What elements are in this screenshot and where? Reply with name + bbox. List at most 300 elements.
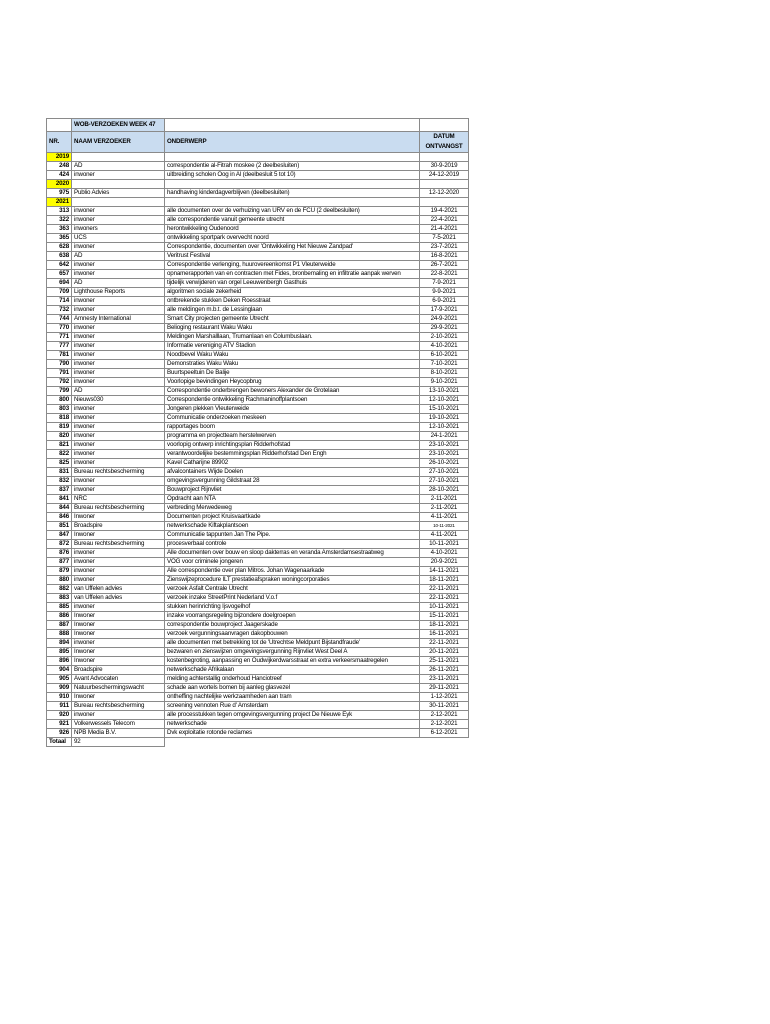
requester-name: UCS [72,234,165,243]
received-date: 7-10-2021 [420,360,469,369]
requester-name: inwoner [72,603,165,612]
received-date: 23-10-2021 [420,450,469,459]
requester-name: Inwoner [72,630,165,639]
received-date: 7-9-2021 [420,279,469,288]
received-date: 2-11-2021 [420,504,469,513]
request-number: 909 [47,684,72,693]
received-date: 2-10-2021 [420,333,469,342]
received-date: 23-7-2021 [420,243,469,252]
request-number: 821 [47,441,72,450]
request-number: 841 [47,495,72,504]
request-subject: Zienswijzeprocedure ILT prestatieafspraken woningcorporaties [165,576,420,585]
request-subject: netwerkschade [165,720,420,729]
received-date: 16-8-2021 [420,252,469,261]
table-row [47,684,469,693]
request-subject: ontwikkeling sportpark overvecht noord [165,234,420,243]
table-row [47,378,469,387]
table-row [47,657,469,666]
request-number: 820 [47,432,72,441]
received-date: 10-11-2021 [420,522,469,531]
requester-name: inwoner [72,414,165,423]
received-date: 9-10-2021 [420,378,469,387]
request-subject: Buurtspeeltuin De Balije [165,369,420,378]
title-empty-date [420,119,469,132]
request-number: 896 [47,657,72,666]
request-subject: Correspondentie, documenten over 'Ontwikkeling Het Nieuwe Zandpad' [165,243,420,252]
received-date: 22-11-2021 [420,594,469,603]
request-subject: rapportages boom [165,423,420,432]
request-subject: verzoek inzake StreetPrint Nederland V.o.f [165,594,420,603]
received-date: 26-10-2021 [420,459,469,468]
requester-name: Broadspire [72,522,165,531]
requester-name: inwoner [72,351,165,360]
table-row [47,441,469,450]
table-row [47,234,469,243]
table-row [47,270,469,279]
total-label: Totaal [47,738,72,747]
request-subject: Informatie vereniging ATV Stadion [165,342,420,351]
received-date: 23-10-2021 [420,441,469,450]
requester-name: Inwoner [72,531,165,540]
request-subject: bezwaren en zienswijzen omgevingsvergunning Rijnvliet West Deel A [165,648,420,657]
received-date: 19-4-2021 [420,207,469,216]
received-date: 6-9-2021 [420,297,469,306]
request-subject: correspondentie al-Fitrah moskee (2 deelbesluiten) [165,162,420,171]
request-subject: Veritrust Festival [165,252,420,261]
table-row [47,360,469,369]
table-row [47,522,469,531]
request-subject: Correspondentie ontwikkeling Rachmaninoffplantsoen [165,396,420,405]
request-number: 882 [47,585,72,594]
table-row [47,162,469,171]
request-subject: afvalcontainers Wijde Doelen [165,468,420,477]
received-date: 9-9-2021 [420,288,469,297]
request-subject: Noodbevel Waku Waku [165,351,420,360]
requester-name: inwoner [72,243,165,252]
spreadsheet [46,118,469,747]
requester-name: AD [72,279,165,288]
table-row [47,225,469,234]
request-number: 694 [47,279,72,288]
table-row [47,486,469,495]
requester-name: inwoner [72,486,165,495]
request-subject: verantwoordelijke bestemmingsplan Ridderhofstad Den Engh [165,450,420,459]
request-number: 365 [47,234,72,243]
request-number: 837 [47,486,72,495]
table-row [47,567,469,576]
requester-name: Amnesty International [72,315,165,324]
title-spacer [47,119,72,132]
table-row [47,387,469,396]
request-number: 744 [47,315,72,324]
request-number: 895 [47,648,72,657]
requester-name: inwoner [72,405,165,414]
received-date: 30-9-2019 [420,162,469,171]
year-label: 2021 [47,198,72,207]
requester-name: NRC [72,495,165,504]
received-date: 14-11-2021 [420,567,469,576]
request-subject: alle meldingen m.b.t. de Lessinglaan [165,306,420,315]
year-label: 2019 [47,153,72,162]
requester-name: inwoner [72,333,165,342]
request-subject: alle documenten met betrekking tot de 'Utrechtse Meldpunt Bijstandfraude' [165,639,420,648]
requester-name: inwoner [72,423,165,432]
request-number: 777 [47,342,72,351]
request-subject: Correspondentie verlenging, huurovereenkomst P1 Vleuterweide [165,261,420,270]
request-subject: Opdracht aan NTA [165,495,420,504]
requester-name: inwoner [72,369,165,378]
received-date: 25-11-2021 [420,657,469,666]
table-row [47,711,469,720]
table-row [47,729,469,738]
request-subject: kostenbegroting, aanpassing en Oudwijkerdwarsstraat en extra verkeersmaatregelen [165,657,420,666]
year-empty-datum [420,180,469,189]
total-value: 92 [72,738,165,747]
request-subject: alle documenten over de verhuizing van URV en de FCU (2 deelbesluiten) [165,207,420,216]
table-row [47,630,469,639]
year-empty-datum [420,198,469,207]
request-subject: Communicatie tappunten Jan The Pipe. [165,531,420,540]
request-number: 818 [47,414,72,423]
received-date: 4-10-2021 [420,342,469,351]
requester-name: inwoner [72,576,165,585]
received-date: 19-10-2021 [420,414,469,423]
request-number: 847 [47,531,72,540]
requester-name: inwoner [72,450,165,459]
request-number: 887 [47,621,72,630]
requester-name: inwoner [72,324,165,333]
requester-name: Inwoner [72,612,165,621]
request-subject: netwerkschade Afrikalaan [165,666,420,675]
request-subject: correspondentie bouwproject Jaagerskade [165,621,420,630]
table-row [47,351,469,360]
table-row [47,648,469,657]
received-date: 18-11-2021 [420,621,469,630]
received-date: 28-10-2021 [420,486,469,495]
request-subject: Smart City projecten gemeente Utrecht [165,315,420,324]
requester-name: Inwoner [72,693,165,702]
table-row [47,306,469,315]
request-number: 791 [47,369,72,378]
received-date: 4-10-2021 [420,549,469,558]
wob-table [46,118,469,747]
received-date: 12-10-2021 [420,396,469,405]
table-row [47,369,469,378]
received-date: 4-11-2021 [420,531,469,540]
request-number: 910 [47,693,72,702]
request-subject: stukken herinrichting Ijsvogelhof [165,603,420,612]
requester-name: inwoner [72,639,165,648]
request-number: 911 [47,702,72,711]
year-row [47,198,469,207]
requester-name: inwoner [72,558,165,567]
request-subject: Communicatie onderzoeken meskeen [165,414,420,423]
received-date: 1-12-2021 [420,693,469,702]
requester-name: Avant Advocaten [72,675,165,684]
table-row [47,279,469,288]
year-empty-onderwerp [165,153,420,162]
table-row [47,324,469,333]
request-subject: schade aan wortels bomen bij aanleg glasvezel [165,684,420,693]
request-subject: Alle correspondentie over plan Mitros. Johan Wagenaarkade [165,567,420,576]
received-date: 27-10-2021 [420,468,469,477]
table-row [47,666,469,675]
year-empty-onderwerp [165,198,420,207]
request-number: 975 [47,189,72,198]
requester-name: AD [72,162,165,171]
request-number: 888 [47,630,72,639]
table-row [47,468,469,477]
received-date: 8-10-2021 [420,369,469,378]
requester-name: inwoner [72,207,165,216]
request-subject: handhaving kinderdagverblijven (deelbesluiten) [165,189,420,198]
request-number: 885 [47,603,72,612]
received-date: 18-11-2021 [420,576,469,585]
header-onderwerp: ONDERWERP [165,132,420,153]
request-number: 790 [47,360,72,369]
request-subject: inzake voorrangsregeling bijzondere doelgroepen [165,612,420,621]
requester-name: AD [72,252,165,261]
received-date: 12-10-2021 [420,423,469,432]
table-row [47,477,469,486]
request-subject: Demonstraties Waku Waku [165,360,420,369]
table-row [47,216,469,225]
requester-name: Bureau rechtsbescherming [72,468,165,477]
request-number: 904 [47,666,72,675]
request-number: 322 [47,216,72,225]
request-subject: Correspondentie onderbrengen bewoners Alexander de Grotelaan [165,387,420,396]
request-subject: omgevingsvergunning Gildstraat 28 [165,477,420,486]
received-date: 15-10-2021 [420,405,469,414]
request-number: 883 [47,594,72,603]
table-row [47,558,469,567]
table-row [47,675,469,684]
request-subject: verzoek vergunningsaanvragen dakopbouwen [165,630,420,639]
requester-name: AD [72,387,165,396]
header-nr: NR. [47,132,72,153]
request-number: 846 [47,513,72,522]
year-empty-naam [72,153,165,162]
request-subject: algoritmen sociale zekerheid [165,288,420,297]
request-number: 920 [47,711,72,720]
request-number: 642 [47,261,72,270]
table-row [47,693,469,702]
received-date: 17-9-2021 [420,306,469,315]
table-row [47,531,469,540]
requester-name: inwoner [72,711,165,720]
requester-name: Inwoner [72,513,165,522]
header-datum-line1: DATUM [433,133,455,140]
received-date: 2-12-2021 [420,720,469,729]
requester-name: inwoners [72,225,165,234]
total-row [47,738,469,747]
request-subject: melding achterstallig onderhoud Hanciotreef [165,675,420,684]
requester-name: inwoner [72,378,165,387]
received-date: 16-11-2021 [420,630,469,639]
received-date: 30-11-2021 [420,702,469,711]
received-date: 10-11-2021 [420,540,469,549]
requester-name: van Uffelen advies [72,585,165,594]
table-row [47,621,469,630]
request-number: 313 [47,207,72,216]
request-number: 732 [47,306,72,315]
requester-name: inwoner [72,306,165,315]
table-row [47,189,469,198]
year-empty-datum [420,153,469,162]
request-number: 825 [47,459,72,468]
request-number: 894 [47,639,72,648]
requester-name: Inwoner [72,657,165,666]
requester-name: Lighthouse Reports [72,288,165,297]
table-row [47,261,469,270]
table-row [47,549,469,558]
received-date: 22-11-2021 [420,585,469,594]
table-row [47,315,469,324]
table-row [47,603,469,612]
title-empty-cell [165,119,420,132]
request-subject: Bouwproject Rijnvliet [165,486,420,495]
requester-name: inwoner [72,270,165,279]
request-number: 877 [47,558,72,567]
request-number: 926 [47,729,72,738]
request-subject: Jongeren plekken Vleuterweide [165,405,420,414]
request-subject: verzoek Asfalt Centrale Utrecht [165,585,420,594]
request-number: 819 [47,423,72,432]
table-row [47,171,469,180]
request-number: 832 [47,477,72,486]
request-number: 363 [47,225,72,234]
table-row [47,342,469,351]
year-row [47,180,469,189]
received-date: 22-4-2021 [420,216,469,225]
requester-name: inwoner [72,216,165,225]
requester-name: Inwoner [72,621,165,630]
sheet-title: WOB-VERZOEKEN WEEK 47 [72,119,165,132]
requester-name: Nieuws030 [72,396,165,405]
received-date: 29-9-2021 [420,324,469,333]
table-row [47,405,469,414]
title-row [47,119,469,132]
requester-name: NPB Media B.V. [72,729,165,738]
request-subject: screening vennoten Rue d' Amsterdam [165,702,420,711]
received-date: 21-4-2021 [420,225,469,234]
request-number: 771 [47,333,72,342]
requester-name: inwoner [72,360,165,369]
column-header-row [47,132,469,153]
request-number: 831 [47,468,72,477]
request-subject: Documenten project Kruisvaartkade [165,513,420,522]
request-number: 803 [47,405,72,414]
received-date: 7-5-2021 [420,234,469,243]
request-number: 886 [47,612,72,621]
received-date: 20-9-2021 [420,558,469,567]
received-date: 6-12-2021 [420,729,469,738]
header-datum-line2: ONTVANGST [425,143,463,150]
requester-name: Broadspire [72,666,165,675]
table-row [47,450,469,459]
request-number: 905 [47,675,72,684]
requester-name: Natuurbeschermingswacht [72,684,165,693]
request-subject: Voorlopige bevindingen Heycopbrug [165,378,420,387]
requester-name: inwoner [72,459,165,468]
requester-name: Bureau rechtsbescherming [72,504,165,513]
received-date: 4-11-2021 [420,513,469,522]
received-date: 23-11-2021 [420,675,469,684]
requester-name: inwoner [72,432,165,441]
request-number: 844 [47,504,72,513]
table-row [47,513,469,522]
year-empty-onderwerp [165,180,420,189]
request-number: 770 [47,324,72,333]
received-date: 29-11-2021 [420,684,469,693]
year-empty-naam [72,180,165,189]
request-subject: Belioging restaurant Waku Waku [165,324,420,333]
request-subject: alle correspondentie vanuit gemeente utrecht [165,216,420,225]
table-row [47,585,469,594]
request-subject: alle processtukken tegen omgevingsvergunning project De Nieuwe Eyk [165,711,420,720]
requester-name: Inwoner [72,648,165,657]
requester-name: inwoner [72,477,165,486]
request-number: 424 [47,171,72,180]
received-date: 27-10-2021 [420,477,469,486]
year-label: 2020 [47,180,72,189]
request-subject: opnamerapporten van en contracten met Fides, bronbemaling en infiltratie aanpak werven [165,270,420,279]
requester-name: Bureau rechtsbescherming [72,540,165,549]
table-row [47,396,469,405]
request-subject: procesverbaal controle [165,540,420,549]
received-date: 24-1-2021 [420,432,469,441]
request-subject: voorlopig ontwerp inrichtingsplan Ridderhofstad [165,441,420,450]
request-number: 792 [47,378,72,387]
table-row [47,702,469,711]
received-date: 20-11-2021 [420,648,469,657]
requester-name: inwoner [72,171,165,180]
request-number: 879 [47,567,72,576]
requester-name: van Uffelen advies [72,594,165,603]
request-subject: netwerkschade Kiftakplantsoen [165,522,420,531]
table-row [47,495,469,504]
table-row [47,333,469,342]
year-empty-naam [72,198,165,207]
table-row [47,504,469,513]
request-number: 657 [47,270,72,279]
table-row [47,576,469,585]
request-subject: tijdelijk verwijderen van orgel Leeuwenbergh Gasthuis [165,279,420,288]
request-number: 822 [47,450,72,459]
request-subject: programma en projectteam herstelwerven [165,432,420,441]
header-datum [420,132,469,153]
received-date: 2-12-2021 [420,711,469,720]
requester-name: inwoner [72,441,165,450]
table-row [47,243,469,252]
received-date: 15-11-2021 [420,612,469,621]
request-number: 781 [47,351,72,360]
request-number: 880 [47,576,72,585]
requester-name: Publio Advies [72,189,165,198]
received-date: 10-11-2021 [420,603,469,612]
table-row [47,720,469,729]
requester-name: Volkerwessels Telecom [72,720,165,729]
table-row [47,288,469,297]
request-number: 799 [47,387,72,396]
request-number: 248 [47,162,72,171]
received-date: 22-8-2021 [420,270,469,279]
received-date: 6-10-2021 [420,351,469,360]
request-number: 851 [47,522,72,531]
request-subject: ontheffing nachtelijke werkzaamheden aan tram [165,693,420,702]
table-row [47,612,469,621]
request-number: 921 [47,720,72,729]
